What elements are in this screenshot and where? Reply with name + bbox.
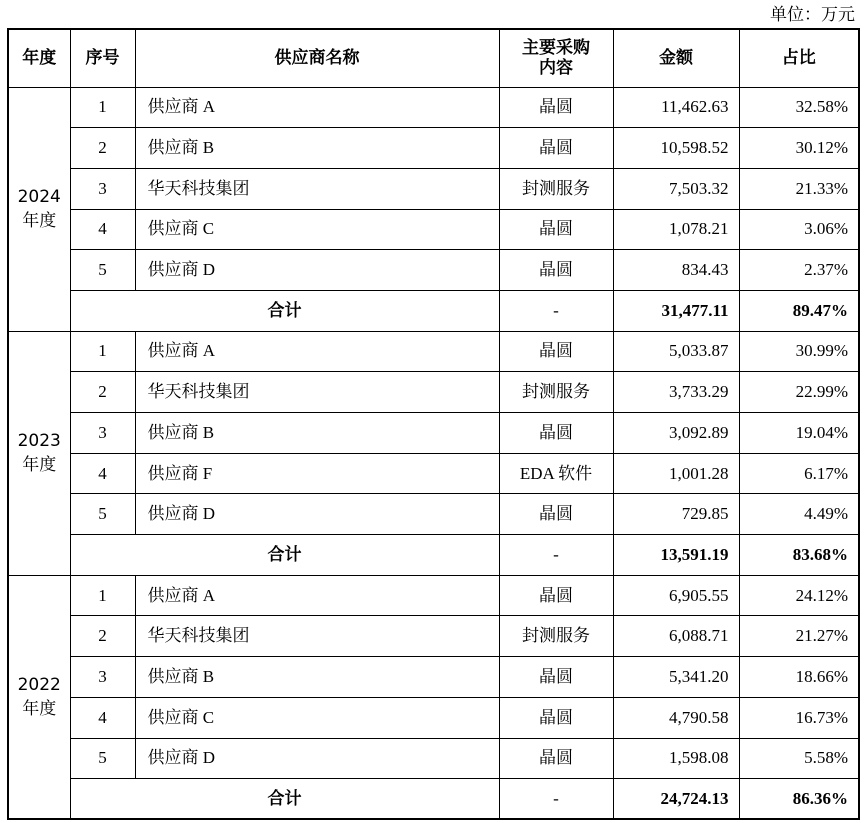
seq-cell: 3 [70, 413, 135, 454]
table-row [8, 657, 859, 698]
seq-cell: 3 [70, 657, 135, 698]
supplier-cell: 华天科技集团 [135, 168, 499, 209]
total-row [8, 535, 859, 576]
content-cell: 封测服务 [499, 616, 613, 657]
header-amount: 金额 [613, 29, 739, 87]
year-suffix: 年度 [22, 699, 57, 720]
content-cell: 晶圆 [499, 250, 613, 291]
header-year: 年度 [8, 29, 70, 87]
year-cell [8, 575, 70, 819]
total-content: - [499, 535, 613, 576]
ratio-cell: 18.66% [739, 657, 859, 698]
supplier-cell: 供应商 B [135, 128, 499, 169]
table-row [8, 372, 859, 413]
table-row [8, 453, 859, 494]
amount-cell: 1,598.08 [613, 738, 739, 779]
content-cell: 晶圆 [499, 413, 613, 454]
seq-cell: 1 [70, 575, 135, 616]
table-row [8, 209, 859, 250]
seq-cell: 2 [70, 372, 135, 413]
ratio-cell: 24.12% [739, 575, 859, 616]
table-row [8, 331, 859, 372]
header-ratio: 占比 [739, 29, 859, 87]
content-cell: EDA 软件 [499, 453, 613, 494]
year-cell [8, 331, 70, 575]
seq-cell: 1 [70, 87, 135, 128]
table-row [8, 128, 859, 169]
amount-cell: 4,790.58 [613, 697, 739, 738]
header-content-line1: 主要采购 [522, 38, 590, 59]
seq-cell: 4 [70, 209, 135, 250]
seq-cell: 2 [70, 128, 135, 169]
amount-cell: 834.43 [613, 250, 739, 291]
supplier-cell: 供应商 A [135, 575, 499, 616]
amount-cell: 10,598.52 [613, 128, 739, 169]
table-row [8, 87, 859, 128]
supplier-cell: 华天科技集团 [135, 372, 499, 413]
total-amount: 13,591.19 [613, 535, 739, 576]
total-label: 合计 [70, 535, 499, 576]
total-amount: 24,724.13 [613, 779, 739, 820]
amount-cell: 11,462.63 [613, 87, 739, 128]
total-label: 合计 [70, 779, 499, 820]
ratio-cell: 4.49% [739, 494, 859, 535]
ratio-cell: 30.99% [739, 331, 859, 372]
amount-cell: 3,733.29 [613, 372, 739, 413]
seq-cell: 1 [70, 331, 135, 372]
total-label: 合计 [70, 290, 499, 331]
supplier-cell: 供应商 D [135, 250, 499, 291]
header-content [499, 29, 613, 87]
table-row [8, 250, 859, 291]
ratio-cell: 19.04% [739, 413, 859, 454]
amount-cell: 1,078.21 [613, 209, 739, 250]
ratio-cell: 30.12% [739, 128, 859, 169]
year-cell [8, 87, 70, 331]
table-row [8, 413, 859, 454]
header-supplier: 供应商名称 [135, 29, 499, 87]
seq-cell: 2 [70, 616, 135, 657]
amount-cell: 3,092.89 [613, 413, 739, 454]
seq-cell: 3 [70, 168, 135, 209]
ratio-cell: 22.99% [739, 372, 859, 413]
content-cell: 晶圆 [499, 494, 613, 535]
supplier-cell: 供应商 B [135, 413, 499, 454]
supplier-cell: 供应商 A [135, 331, 499, 372]
supplier-cell: 供应商 D [135, 494, 499, 535]
ratio-cell: 6.17% [739, 453, 859, 494]
total-row [8, 290, 859, 331]
table-header-row [8, 29, 859, 87]
table-row [8, 738, 859, 779]
content-cell: 封测服务 [499, 372, 613, 413]
year-number: 2024 [17, 187, 61, 208]
supplier-cell: 供应商 D [135, 738, 499, 779]
content-cell: 晶圆 [499, 128, 613, 169]
unit-label: 单位：万元 [770, 5, 855, 24]
seq-cell: 5 [70, 738, 135, 779]
total-ratio: 89.47% [739, 290, 859, 331]
content-cell: 晶圆 [499, 87, 613, 128]
supplier-table [7, 28, 860, 820]
total-content: - [499, 779, 613, 820]
total-ratio: 86.36% [739, 779, 859, 820]
content-cell: 晶圆 [499, 697, 613, 738]
amount-cell: 7,503.32 [613, 168, 739, 209]
ratio-cell: 2.37% [739, 250, 859, 291]
total-ratio: 83.68% [739, 535, 859, 576]
ratio-cell: 3.06% [739, 209, 859, 250]
header-content-line2: 内容 [539, 58, 573, 79]
content-cell: 晶圆 [499, 575, 613, 616]
supplier-cell: 供应商 F [135, 453, 499, 494]
supplier-cell: 供应商 B [135, 657, 499, 698]
amount-cell: 5,033.87 [613, 331, 739, 372]
supplier-cell: 供应商 A [135, 87, 499, 128]
header-seq: 序号 [70, 29, 135, 87]
ratio-cell: 21.33% [739, 168, 859, 209]
content-cell: 晶圆 [499, 209, 613, 250]
seq-cell: 5 [70, 250, 135, 291]
amount-cell: 6,088.71 [613, 616, 739, 657]
amount-cell: 729.85 [613, 494, 739, 535]
table-row [8, 575, 859, 616]
table-row [8, 616, 859, 657]
table-row [8, 168, 859, 209]
year-number: 2023 [17, 431, 61, 452]
ratio-cell: 21.27% [739, 616, 859, 657]
supplier-cell: 供应商 C [135, 209, 499, 250]
ratio-cell: 32.58% [739, 87, 859, 128]
supplier-cell: 华天科技集团 [135, 616, 499, 657]
supplier-cell: 供应商 C [135, 697, 499, 738]
table-row [8, 494, 859, 535]
content-cell: 晶圆 [499, 331, 613, 372]
ratio-cell: 5.58% [739, 738, 859, 779]
content-cell: 晶圆 [499, 738, 613, 779]
year-suffix: 年度 [22, 455, 57, 476]
ratio-cell: 16.73% [739, 697, 859, 738]
total-amount: 31,477.11 [613, 290, 739, 331]
amount-cell: 5,341.20 [613, 657, 739, 698]
content-cell: 晶圆 [499, 657, 613, 698]
total-content: - [499, 290, 613, 331]
seq-cell: 4 [70, 453, 135, 494]
content-cell: 封测服务 [499, 168, 613, 209]
amount-cell: 6,905.55 [613, 575, 739, 616]
year-suffix: 年度 [22, 211, 57, 232]
amount-cell: 1,001.28 [613, 453, 739, 494]
seq-cell: 4 [70, 697, 135, 738]
year-number: 2022 [17, 675, 61, 696]
total-row [8, 779, 859, 820]
table-row [8, 697, 859, 738]
seq-cell: 5 [70, 494, 135, 535]
